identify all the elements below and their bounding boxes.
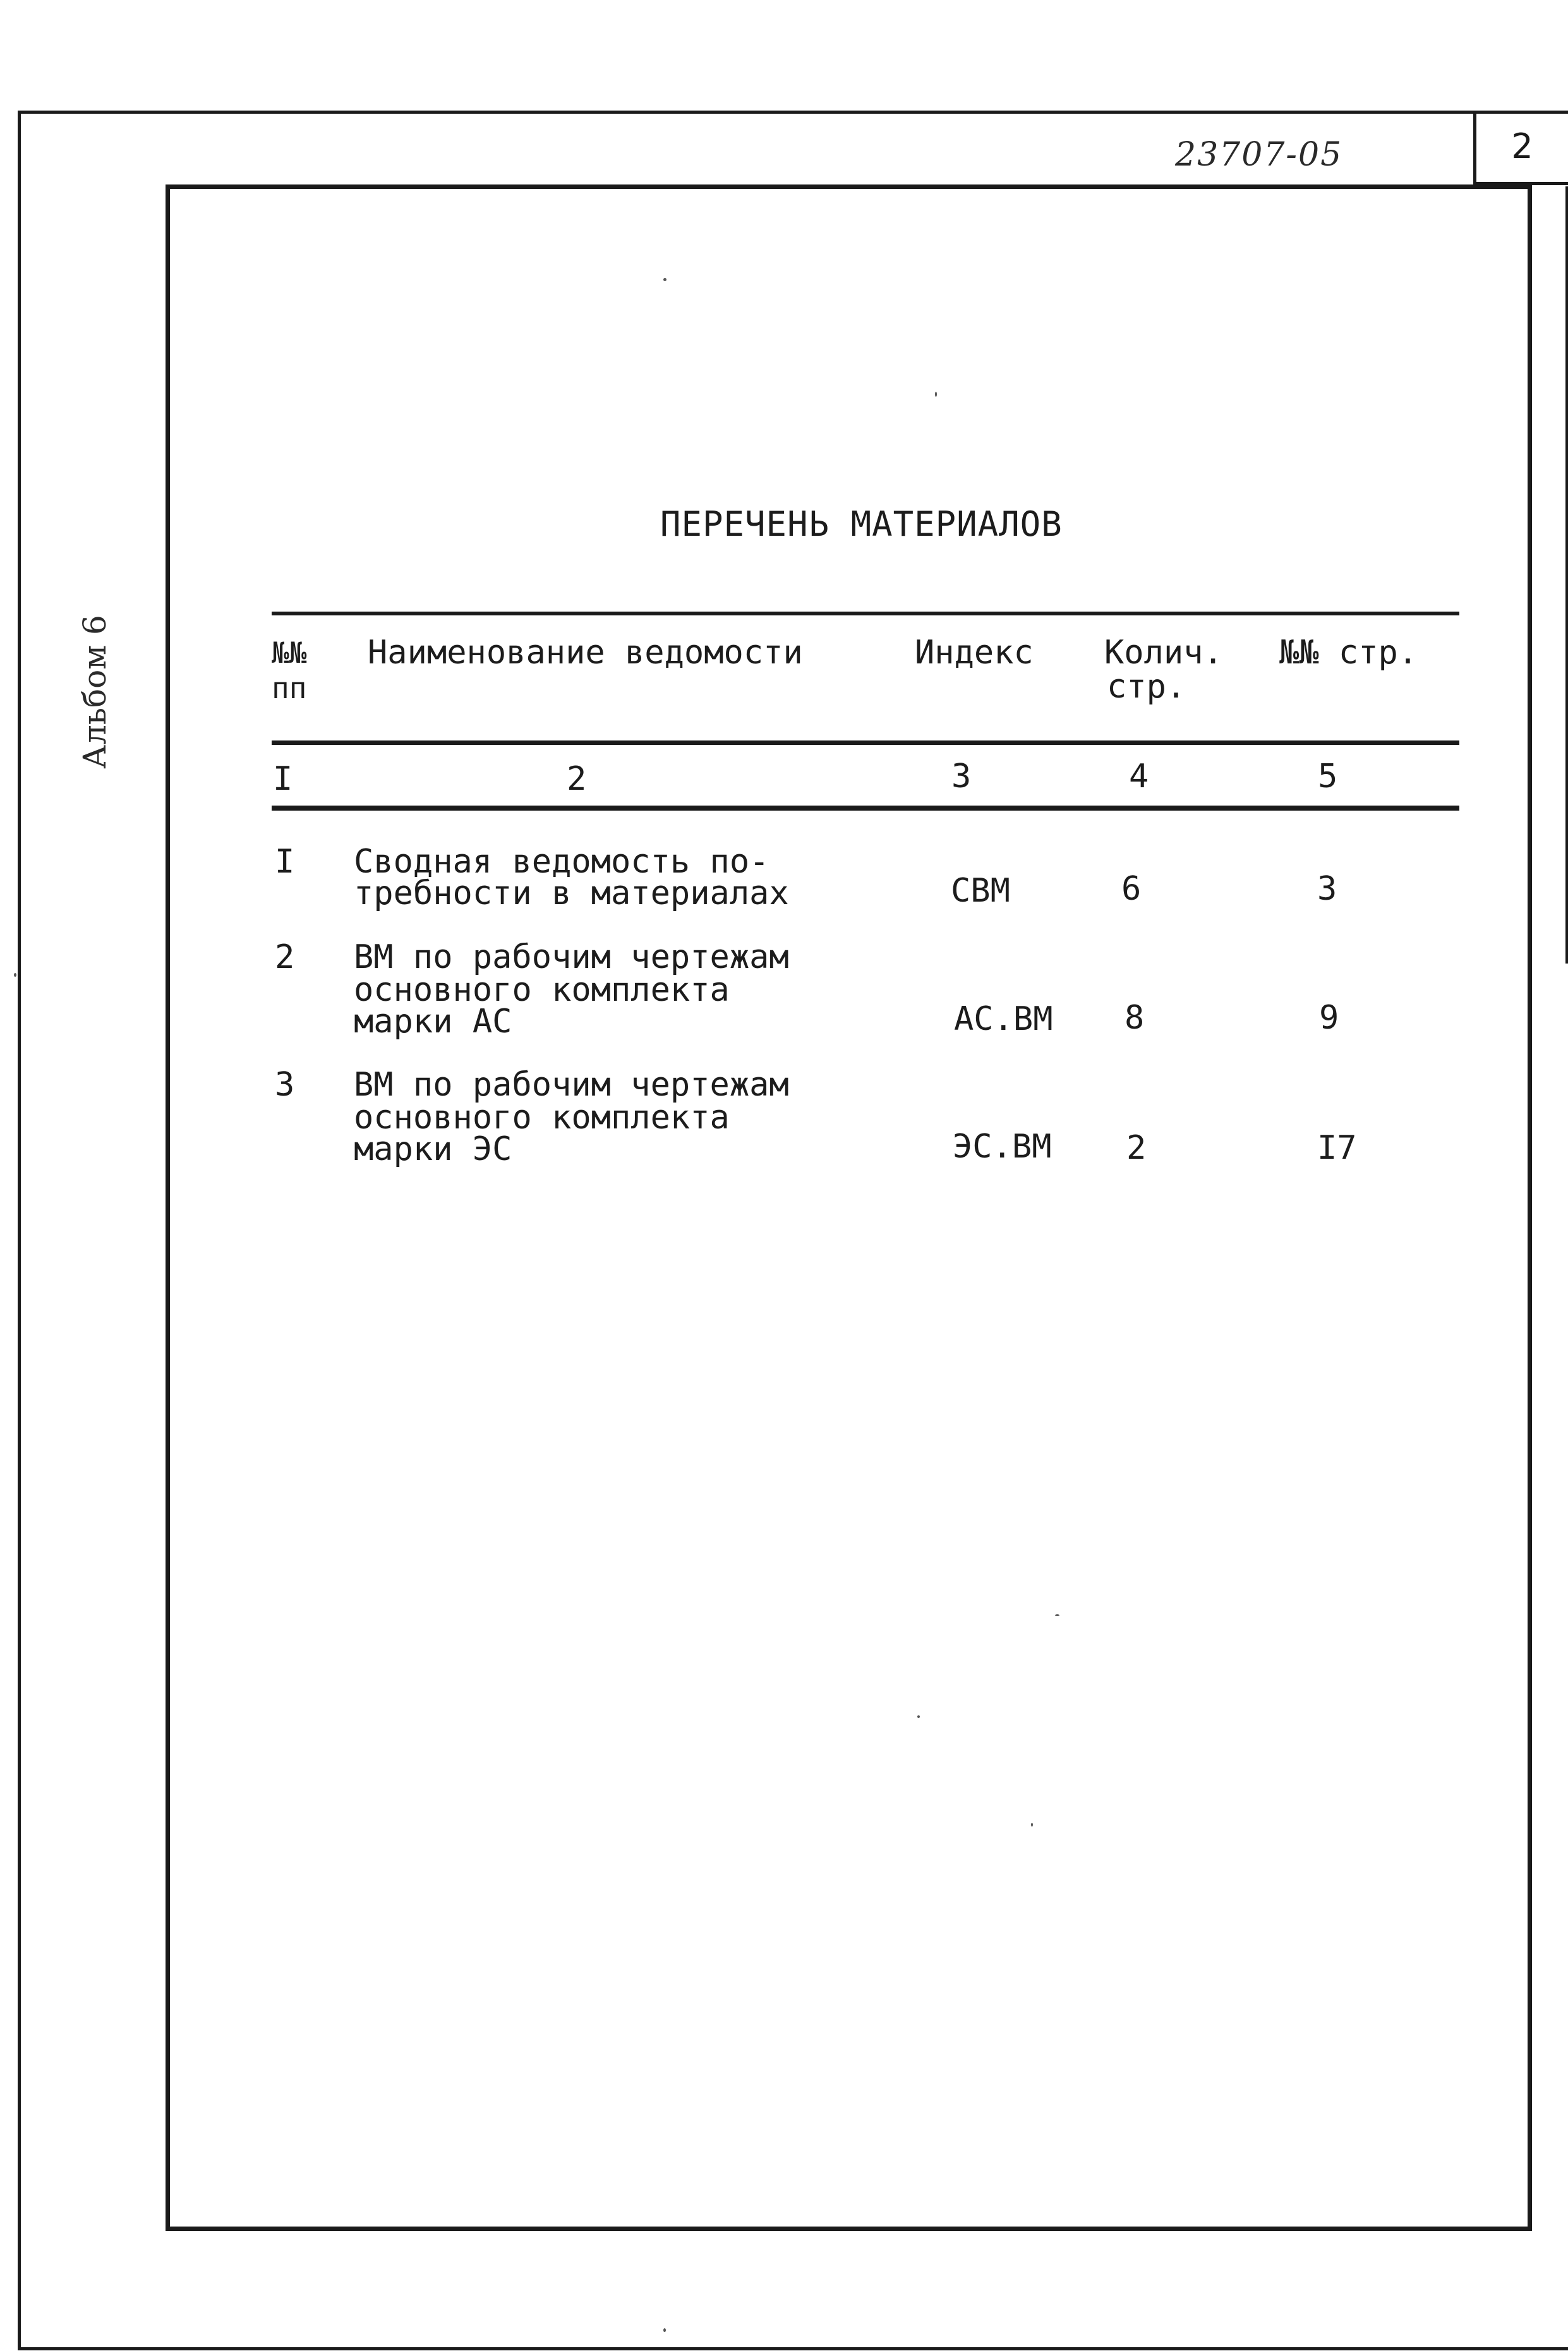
- row-name-line: ВМ по рабочим чертежам: [354, 1066, 789, 1104]
- row-name-line: марки АС: [354, 1003, 512, 1041]
- header-page-no: №№ стр.: [1279, 634, 1418, 672]
- row-pages: 6: [1121, 870, 1142, 908]
- row-num: I: [275, 843, 295, 881]
- row-name-line: требности в материалах: [354, 874, 789, 912]
- row-index: АС.ВМ: [954, 1000, 1053, 1038]
- scan-speck: [663, 278, 666, 281]
- row-name-line: ВМ по рабочим чертежам: [354, 938, 789, 976]
- column-number: 2: [567, 760, 587, 798]
- header-pages-line2: стр.: [1107, 668, 1186, 706]
- row-num: 3: [275, 1066, 295, 1104]
- header-num-line1: №№: [272, 636, 307, 670]
- right-edge-line: [1565, 186, 1568, 964]
- row-pages: 8: [1125, 999, 1145, 1037]
- row-name-line: Сводная ведомость по-: [354, 843, 769, 881]
- scan-speck: [935, 392, 937, 397]
- row-index: СВМ: [951, 872, 1010, 910]
- row-name-line: основного комплекта: [354, 971, 730, 1009]
- row-pages: 2: [1126, 1129, 1147, 1167]
- row-page-no: 3: [1317, 870, 1337, 908]
- header-name: Наименование ведомости: [368, 634, 803, 672]
- column-number: 3: [951, 758, 972, 795]
- table-top-rule: [272, 612, 1459, 615]
- column-number: 4: [1129, 758, 1149, 795]
- row-index: ЭС.ВМ: [953, 1128, 1052, 1166]
- scan-speck: [1031, 1823, 1033, 1827]
- row-page-no: 9: [1319, 999, 1339, 1037]
- row-name-line: марки ЭС: [354, 1130, 512, 1168]
- scan-speck: [917, 1715, 920, 1718]
- header-num-line2: пп: [272, 671, 307, 705]
- header-pages-line1: Колич.: [1104, 634, 1223, 672]
- column-number: I: [273, 760, 293, 798]
- header-index: Индекс: [915, 634, 1034, 672]
- inner-frame: [166, 184, 1532, 2231]
- table-header-rule: [272, 740, 1459, 745]
- scan-speck: [663, 2328, 666, 2332]
- table-colnum-rule: [272, 806, 1459, 811]
- scan-speck: [1055, 1614, 1059, 1616]
- sheet-number: 2: [1511, 126, 1533, 166]
- sheet-number-box: [1473, 111, 1568, 185]
- row-page-no: I7: [1317, 1129, 1357, 1167]
- album-label: Альбом 6: [76, 615, 113, 769]
- column-number: 5: [1318, 758, 1338, 795]
- document-code: 23707-05: [1175, 136, 1343, 174]
- scan-speck: [14, 973, 16, 977]
- page-title: ПЕРЕЧЕНЬ МАТЕРИАЛОВ: [660, 504, 1063, 544]
- row-num: 2: [275, 938, 295, 976]
- row-name-line: основного комплекта: [354, 1099, 730, 1137]
